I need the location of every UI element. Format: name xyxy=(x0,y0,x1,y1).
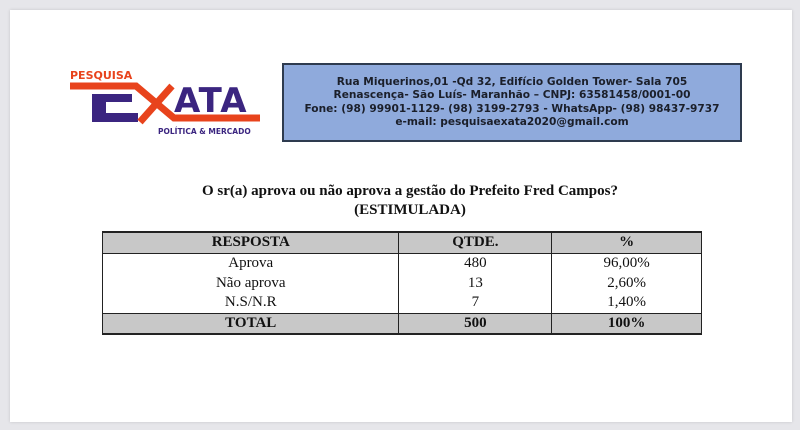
total-qtde: 500 xyxy=(399,313,552,334)
contact-info-box xyxy=(282,63,742,142)
survey-question xyxy=(90,182,730,220)
cell-percent: 2,60% xyxy=(552,273,702,293)
header-percent: % xyxy=(552,232,702,253)
cell-qtde: 7 xyxy=(399,293,552,313)
table-row xyxy=(103,293,702,313)
logo-graphic-icon xyxy=(62,62,272,140)
results-table xyxy=(102,231,702,335)
cell-resposta: Aprova xyxy=(103,253,399,273)
pesquisa-exata-logo xyxy=(62,62,272,140)
contact-address: Rua Miquerinos,01 -Qd 32, Edifício Golden Tower- Sala 705 xyxy=(336,75,688,88)
header-qtde: QTDE. xyxy=(399,232,552,253)
contact-email: e-mail: pesquisaexata2020@gmail.com xyxy=(395,116,629,128)
question-text: O sr(a) aprova ou não aprova a gestão do Prefeito Fred Campos? xyxy=(202,183,618,199)
total-label: TOTAL xyxy=(103,313,399,334)
table-header-row xyxy=(103,232,702,253)
cell-resposta: N.S/N.R xyxy=(103,293,399,313)
total-percent: 100% xyxy=(552,313,702,334)
cell-qtde: 13 xyxy=(399,273,552,293)
contact-phones: Fone: (98) 99901-1129- (98) 3199-2793 - WhatsApp- (98) 98437-9737 xyxy=(304,102,720,115)
document-page xyxy=(10,10,792,422)
svg-text:ATA: ATA xyxy=(174,81,248,121)
table-total-row xyxy=(103,313,702,334)
table-row xyxy=(103,253,702,273)
contact-city-cnpj: Renascença- São Luís- Maranhão – CNPJ: 63581458/0001-00 xyxy=(333,89,691,101)
header-resposta: RESPOSTA xyxy=(103,232,399,253)
svg-text:PESQUISA: PESQUISA xyxy=(70,69,133,82)
cell-qtde: 480 xyxy=(399,253,552,273)
cell-percent: 1,40% xyxy=(552,293,702,313)
table-row xyxy=(103,273,702,293)
cell-resposta: Não aprova xyxy=(103,273,399,293)
svg-text:POLÍTICA & MERCADO: POLÍTICA & MERCADO xyxy=(158,127,251,136)
question-type: (ESTIMULADA) xyxy=(354,202,466,218)
cell-percent: 96,00% xyxy=(552,253,702,273)
